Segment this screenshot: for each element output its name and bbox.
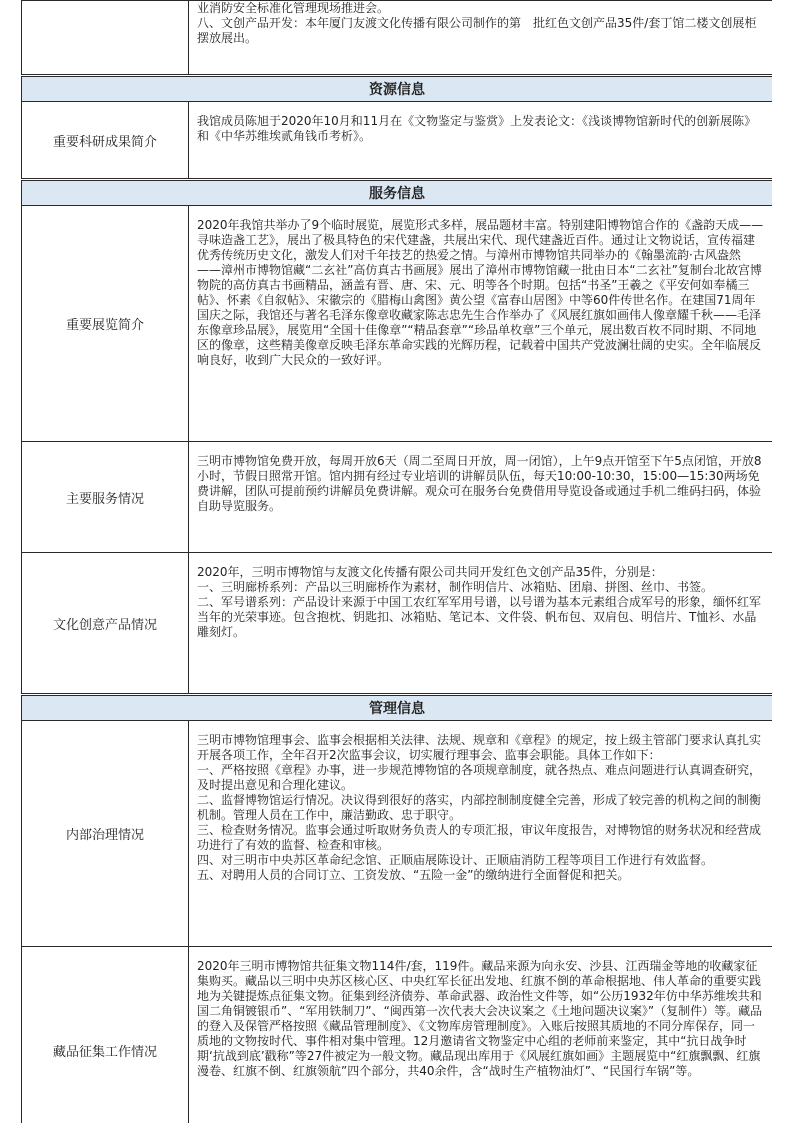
section-management: 管理信息: [22, 695, 773, 721]
table-row: [22, 102, 773, 180]
governance-line-6: 五、对聘用人员的合同订立、工资发放、“五险一金”的缴纳进行全面督促和把关。: [197, 868, 630, 882]
table-row: [22, 442, 773, 553]
governance-content: [189, 721, 773, 947]
creative-line-1: 2020年，三明市博物馆与友渡文化传播有限公司共同开发红色文创产品35件，分别是：: [197, 565, 663, 579]
top-content-cell: [189, 1, 773, 76]
table-row: [22, 1, 773, 76]
exhibition-text: 2020年我馆共举办了9个临时展览，展览形式多样，展品题材丰富。特别建阳博物馆合作的《盏韵天成——寻味造盏工艺》，展出了极具特色的宋代建盏，共展出宋代、现代建盏近百件。通过让文物说话，宣传福建优秀传统历史文化，激发人们对千年技艺的热爱之情。与漳州市博物馆共同举办的《翰墨流韵·古风盎然——漳州市博物馆藏“二玄社”高仿真古书画展》展出了漳州市博物馆藏一批由日本“二玄社”复制台北故宫博物院的高仿真古书画精品，涵盖有晋、唐、宋、元、明等各个时期。包括“书圣”王羲之《平安何如奉橘三帖》、怀素《自叙帖》、宋徽宗的《腊梅山禽图》黄公望《富春山居图》中等60件传世名作。在建国71周年国庆之际，我馆还与著名毛泽东像章收藏家陈志忠先生合作举办了《风展红旗如画伟人像章耀千秋——毛泽东像章珍品展》，展览用“全国十佳像章”“精品套章”“珍品单枚章”三个单元，展出数百枚不同时期、不同地区的像章，这些精美像章反映毛泽东革命实践的光辉历程，记载着中国共产党波澜壮阔的史实。全年临展反响良好，收到广大民众的一致好评。: [197, 218, 764, 367]
service-label: 主要服务情况: [22, 442, 189, 553]
report-sheet: [21, 0, 772, 1123]
section-resources: 资源信息: [22, 76, 773, 102]
service-content: [189, 442, 773, 553]
section-row: [22, 695, 773, 721]
table-row: [22, 553, 773, 695]
report-table: [21, 0, 772, 1123]
table-row: [22, 721, 773, 947]
collection-content: [189, 947, 773, 1123]
section-row: [22, 76, 773, 102]
service-text: 三明市博物馆免费开放，每周开放6天（周二至周日开放，周一闭馆），上午9点开馆至下午5点闭馆，开放8小时，节假日照常开馆。馆内拥有经过专业培训的讲解员队伍，每天10:00-10:30，15:00—15:30两场免费讲解，团队可提前预约讲解员免费讲解。观众可在服务台免费借用导览设备或通过手机二维码扫码，体验自助导览服务。: [197, 454, 762, 513]
governance-line-5: 四、对三明市中央苏区革命纪念馆、正顺庙展陈设计、正顺庙消防工程等项目工作进行有效监督。: [197, 853, 714, 867]
top-line-2: 八、文创产品开发：本年厦门友渡文化传播有限公司制作的第 批红色文创产品35件/套丁馆二楼文创展柜摆放展出。: [197, 16, 757, 45]
section-services: 服务信息: [22, 180, 773, 206]
governance-line-1: 三明市博物馆理事会、监事会根据相关法律、法规、规章和《章程》的规定，按上级主管部门要求认真扎实开展各项工作，全年召开2次监事会议，切实履行理事会、监事会职能。具体工作如下：: [197, 733, 762, 762]
governance-line-4: 三、检查财务情况。监事会通过听取财务负责人的专项汇报，审议年度报告，对博物馆的财务状况和经营成功进行了有效的监督、检查和审核。: [197, 823, 762, 852]
exhibition-label: 重要展览简介: [22, 206, 189, 442]
collection-text: 2020年三明市博物馆共征集文物114件/套，119件。藏品来源为向永安、沙县、江西瑞金等地的收藏家征集购买。藏品以三明中央苏区核心区、中央红军长征出发地、红旗不倒的革命根据地、伟人革命的重要实践地为关键提炼点征集文物。征集到经济债券、革命武器、政治性文件等，如“公历1932年仿中华苏维埃共和国二角铜镀银币”、“军用铁制刀”、“闽西第一次代表大会决议案之《土地问题决议案》”（复制件）等。藏品的登入及保管严格按照《藏品管理制度》、《文物库房管理制度》。入账后按照其质地的不同分库保存，同一质地的文物按时代、事件相对集中管理。12月邀请省文物鉴定中心组的老师前来鉴定，其中“抗日战争时期‘抗战到底’戳称”等27件被定为一般文物。藏品现出库用于《风展红旗如画》主题展览中“红旗飘飘、红旗漫卷、红旗不倒、红旗领航”四个部分，共40余件，含“战时生产植物油灯”、“民国行车锅”等。: [197, 959, 763, 1078]
creative-line-2: 一、三明廊桥系列：产品以三明廊桥作为素材，制作明信片、冰箱贴、团扇、拼图、丝巾、书签。: [197, 580, 714, 594]
creative-line-3: 二、军号谱系列：产品设计来源于中国工农红军军用号谱，以号谱为基本元素组合成军号的形象，缅怀红军当年的光荣事迹。包含抱枕、钥匙扣、冰箱贴、笔记本、文件袋、帆布包、双肩包、明信片、T恤衫、水晶雕刻灯。: [197, 595, 762, 639]
top-line-1: 业消防安全标准化管理现场推进会。: [197, 1, 390, 15]
exhibition-content: [189, 206, 773, 442]
governance-label: 内部治理情况: [22, 721, 189, 947]
governance-line-3: 二、监督博物馆运行情况。决议得到很好的落实，内部控制制度健全完善，形成了较完善的机构之间的制衡机制。管理人员在工作中，廉洁勤政、忠于职守。: [197, 793, 762, 822]
research-label: 重要科研成果简介: [22, 102, 189, 180]
research-content: [189, 102, 773, 180]
research-text: 我馆成员陈旭于2020年10月和11月在《文物鉴定与鉴赏》上发表论文：《浅谈博物馆新时代的创新展陈》和《中华苏维埃贰角钱币考析》。: [197, 114, 757, 143]
top-label-cell: [22, 1, 189, 76]
creative-content: [189, 553, 773, 695]
section-row: [22, 180, 773, 206]
collection-label: 藏品征集工作情况: [22, 947, 189, 1123]
table-row: [22, 947, 773, 1123]
governance-line-2: 一、严格按照《章程》办事，进一步规范博物馆的各项规章制度，就各热点、难点问题进行认真调查研究，及时提出意见和合理化建议。: [197, 763, 762, 792]
table-row: [22, 206, 773, 442]
creative-label: 文化创意产品情况: [22, 553, 189, 695]
